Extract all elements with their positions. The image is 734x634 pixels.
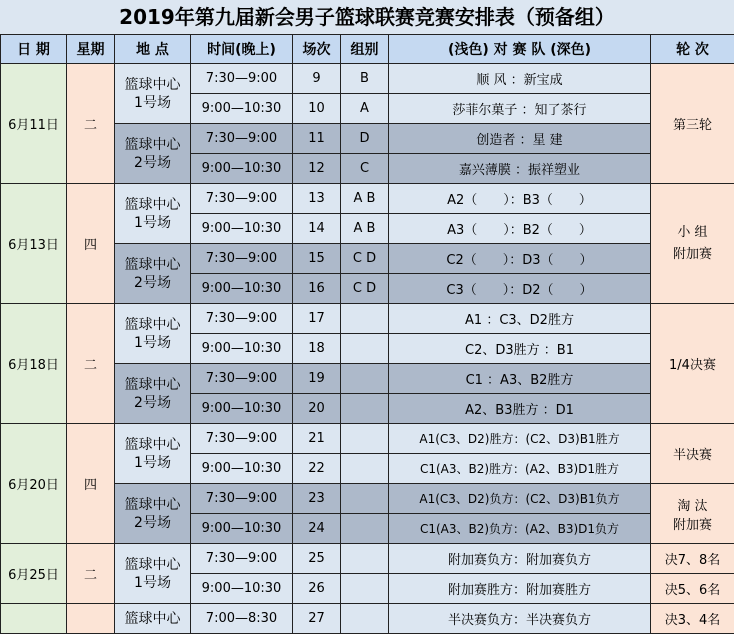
match-time: 7:30—9:00	[191, 64, 293, 94]
header-round: 轮 次	[651, 35, 734, 64]
match-time: 7:30—9:00	[191, 124, 293, 154]
venue-cell	[115, 304, 191, 364]
match-number: 12	[293, 154, 341, 184]
match-number: 18	[293, 334, 341, 364]
match-number: 26	[293, 574, 341, 604]
match-number: 9	[293, 64, 341, 94]
text-line: 1/4决赛	[651, 354, 734, 373]
match-time: 9:00—10:30	[191, 214, 293, 244]
match-row	[1, 184, 734, 214]
header-row	[1, 35, 734, 64]
text-line: 篮球中心	[115, 256, 190, 274]
match-weekday: 二	[67, 304, 115, 424]
match-teams: A1(C3、D2)负方：(C2、D3)B1负方	[389, 484, 651, 514]
match-time: 9:00—10:30	[191, 394, 293, 424]
match-time: 9:00—10:30	[191, 574, 293, 604]
text-line: 1号场	[115, 214, 190, 232]
venue-cell	[115, 424, 191, 484]
match-time: 7:30—9:00	[191, 544, 293, 574]
venue-cell	[115, 184, 191, 244]
match-group	[341, 334, 389, 364]
match-group	[341, 394, 389, 424]
header-venue: 地 点	[115, 35, 191, 64]
round-cell: 决7、8名	[651, 544, 734, 574]
match-time: 7:30—9:00	[191, 304, 293, 334]
match-teams: C3（ ）：D2（ ）	[389, 274, 651, 304]
match-teams: 顺 风 ：新宝成	[389, 64, 651, 94]
round-label: 附加赛	[651, 244, 734, 266]
match-group	[341, 544, 389, 574]
text-line: 附加赛	[651, 514, 734, 533]
match-teams: 创造者 ：星 建	[389, 124, 651, 154]
match-teams: C1(A3、B2)负方：(A2、B3)D1负方	[389, 514, 651, 544]
match-date: 6月11日	[1, 64, 67, 184]
text-line: 2号场	[115, 274, 190, 292]
match-weekday: 二	[67, 544, 115, 604]
match-teams: A2（ ）：B3（ ）	[389, 184, 651, 214]
text-line: 篮球中心	[115, 556, 190, 574]
sheet-title: 2019年第九届新会男子篮球联赛竞赛安排表（预备组）	[0, 0, 734, 35]
round-cell	[651, 424, 734, 484]
text-line: 淘 汰	[651, 495, 734, 514]
header-date: 日 期	[1, 35, 67, 64]
match-teams: A3（ ）：B2（ ）	[389, 214, 651, 244]
match-number: 17	[293, 304, 341, 334]
match-teams: A1(C3、D2)胜方：(C2、D3)B1胜方	[389, 424, 651, 454]
schedule-table	[0, 34, 734, 634]
text-line: 2号场	[115, 394, 190, 412]
match-time: 7:00—8:30	[191, 604, 293, 634]
match-teams: C1(A3、B2)胜方：(A2、B3)D1胜方	[389, 454, 651, 484]
match-date: 6月13日	[1, 184, 67, 304]
match-teams: 附加赛负方：附加赛负方	[389, 544, 651, 574]
match-number: 14	[293, 214, 341, 244]
match-number: 13	[293, 184, 341, 214]
venue-cell	[115, 124, 191, 184]
header-time: 时间(晚上)	[191, 35, 293, 64]
match-number: 27	[293, 604, 341, 634]
round-cell	[651, 604, 734, 634]
match-number: 24	[293, 514, 341, 544]
match-number: 25	[293, 544, 341, 574]
match-weekday: 二	[67, 64, 115, 184]
venue-cell	[115, 64, 191, 124]
match-group	[341, 514, 389, 544]
match-group: C	[341, 154, 389, 184]
venue-cell	[115, 244, 191, 304]
text-line: 篮球中心	[115, 496, 190, 514]
match-group: D	[341, 124, 389, 154]
text-line: 2号场	[115, 514, 190, 532]
match-number: 23	[293, 484, 341, 514]
match-weekday	[67, 604, 115, 634]
match-group	[341, 364, 389, 394]
venue-cell	[115, 604, 191, 634]
match-number: 21	[293, 424, 341, 454]
match-teams: C2（ ）：D3（ ）	[389, 244, 651, 274]
header-teams: (浅色) 对 赛 队 (深色)	[389, 35, 651, 64]
header-match-no: 场次	[293, 35, 341, 64]
header-weekday: 星期	[67, 35, 115, 64]
match-teams: C2、D3胜方 ：B1	[389, 334, 651, 364]
match-teams: 半决赛负方：半决赛负方	[389, 604, 651, 634]
match-number: 20	[293, 394, 341, 424]
match-time: 9:00—10:30	[191, 454, 293, 484]
match-time: 9:00—10:30	[191, 514, 293, 544]
round-cell: 决5、6名	[651, 574, 734, 604]
match-group	[341, 574, 389, 604]
match-group: C D	[341, 244, 389, 274]
match-teams: A1 ：C3、D2胜方	[389, 304, 651, 334]
match-time: 9:00—10:30	[191, 274, 293, 304]
match-time: 9:00—10:30	[191, 154, 293, 184]
match-weekday: 四	[67, 184, 115, 304]
match-group	[341, 484, 389, 514]
text-line: 半决赛	[651, 444, 734, 463]
match-date: 6月25日	[1, 544, 67, 604]
match-time: 7:30—9:00	[191, 484, 293, 514]
match-teams: 附加赛胜方：附加赛胜方	[389, 574, 651, 604]
match-group	[341, 304, 389, 334]
match-number: 15	[293, 244, 341, 274]
round-cell	[651, 304, 734, 424]
match-teams: 嘉兴薄膜 ：振祥塑业	[389, 154, 651, 184]
text-line: 篮球中心	[115, 76, 190, 94]
text-line: 1号场	[115, 574, 190, 592]
text-line: 1号场	[115, 94, 190, 112]
text-line: 篮球中心	[115, 196, 190, 214]
match-date: 6月18日	[1, 304, 67, 424]
match-group: B	[341, 64, 389, 94]
text-line: 篮球中心	[115, 610, 190, 628]
match-weekday: 四	[67, 424, 115, 544]
match-time: 7:30—9:00	[191, 184, 293, 214]
match-group: C D	[341, 274, 389, 304]
venue-cell	[115, 484, 191, 544]
match-group: A	[341, 94, 389, 124]
match-date	[1, 604, 67, 634]
match-row	[1, 604, 734, 634]
match-time: 7:30—9:00	[191, 364, 293, 394]
match-number: 19	[293, 364, 341, 394]
header-group: 组别	[341, 35, 389, 64]
text-line: 篮球中心	[115, 376, 190, 394]
match-row	[1, 64, 734, 94]
match-time: 9:00—10:30	[191, 334, 293, 364]
match-number: 11	[293, 124, 341, 154]
match-group: A B	[341, 214, 389, 244]
venue-cell	[115, 544, 191, 604]
match-teams: A2、B3胜方 ：D1	[389, 394, 651, 424]
text-line: 第三轮	[651, 114, 734, 133]
match-number: 22	[293, 454, 341, 484]
match-group	[341, 454, 389, 484]
round-label: 小 组	[651, 222, 734, 244]
match-number: 10	[293, 94, 341, 124]
match-group	[341, 604, 389, 634]
match-teams: C1 ：A3、B2胜方	[389, 364, 651, 394]
text-line: 2号场	[115, 154, 190, 172]
match-number: 16	[293, 274, 341, 304]
match-time: 7:30—9:00	[191, 424, 293, 454]
venue-cell	[115, 364, 191, 424]
text-line: 决3、4名	[651, 609, 734, 628]
round-cell	[651, 184, 734, 304]
match-teams: 莎菲尔菓子 ：知了茶行	[389, 94, 651, 124]
match-time: 7:30—9:00	[191, 244, 293, 274]
match-group: A B	[341, 184, 389, 214]
match-date: 6月20日	[1, 424, 67, 544]
text-line: 篮球中心	[115, 436, 190, 454]
match-row	[1, 424, 734, 454]
text-line: 篮球中心	[115, 316, 190, 334]
text-line: 1号场	[115, 334, 190, 352]
match-row	[1, 544, 734, 574]
match-group	[341, 424, 389, 454]
round-cell	[651, 64, 734, 184]
text-line: 篮球中心	[115, 136, 190, 154]
match-row	[1, 304, 734, 334]
match-time: 9:00—10:30	[191, 94, 293, 124]
round-cell	[651, 484, 734, 544]
text-line: 1号场	[115, 454, 190, 472]
